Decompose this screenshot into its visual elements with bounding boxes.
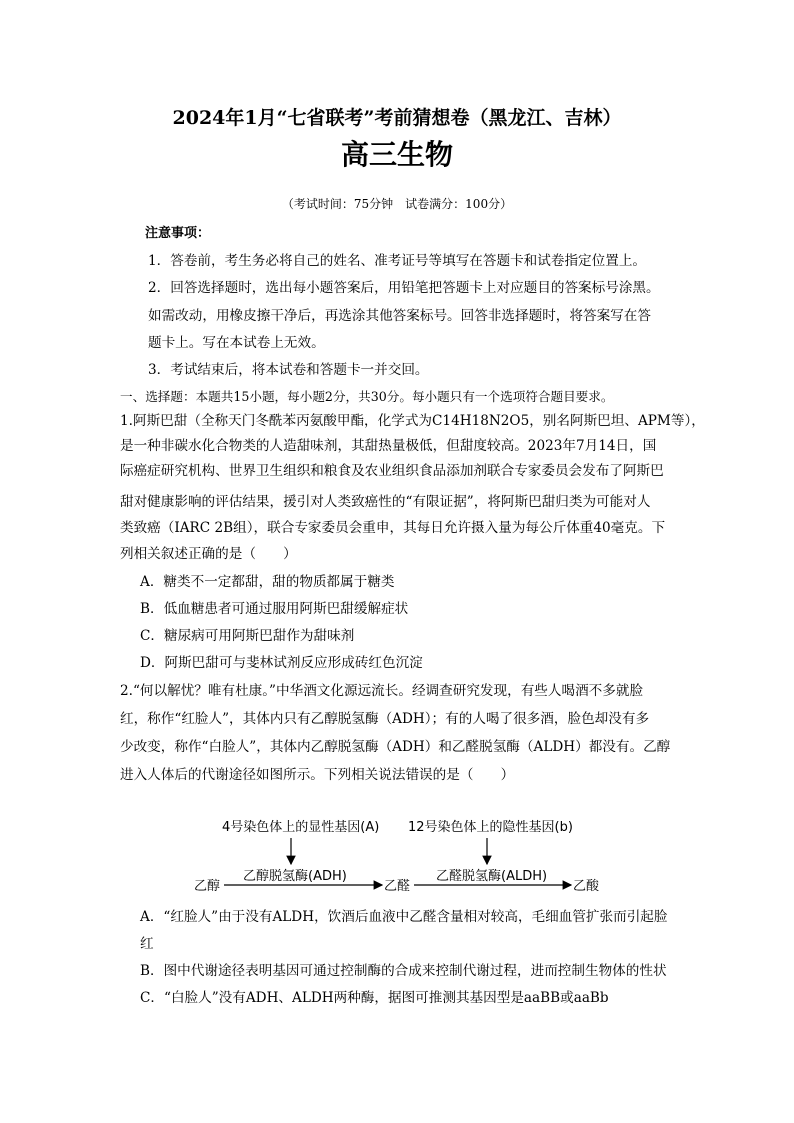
q1-line-3: 际癌症研究机构、世界卫生组织和粮食及农业组织食品添加剂联合专家委员会发布了阿斯巴	[120, 463, 664, 479]
q2-option-a-line-1: A．“红脸人”由于没有ALDH，饮酒后血液中乙醛含量相对较高，毛细血管扩张而引起脸	[140, 909, 668, 925]
q2-line-1: 2.“何以解忧？唯有杜康。”中华酒文化源远流长。经调查研究发现，有些人喝酒不多就脸	[120, 683, 644, 699]
q1-line-5: 类致癌（IARC 2B组），联合专家委员会重申，其每日允许摄入量为每公斤体重40毫克。下	[120, 520, 666, 536]
exam-title: 2024年1月“七省联考”考前猜想卷（黑龙江、吉林）	[172, 107, 622, 129]
notice-heading: 注意事项：	[145, 226, 211, 241]
q1-option-d: D．阿斯巴甜可与斐林试剂反应形成砖红色沉淀	[140, 655, 423, 671]
q1-option-b: B．低血糖患者可通过服用阿斯巴甜缓解症状	[140, 601, 409, 617]
notice-line-3: 如需改动，用橡皮擦干净后，再选涂其他答案标号。回答非选择题时，将答案写在答	[148, 308, 651, 324]
exam-info: （考试时间：75分钟 试卷满分：100分）	[281, 197, 513, 211]
notice-line-2: 2．回答选择题时，选出每小题答案后，用铅笔把答题卡上对应题目的答案标号涂黑。	[148, 280, 660, 296]
enzyme-aldh-label: 乙醛脱氢酶(ALDH)	[436, 869, 548, 884]
q1-option-a: A．糖类不一定都甜，甜的物质都属于糖类	[140, 574, 395, 590]
q2-line-2: 红，称作“红脸人”，其体内只有乙醇脱氢酶（ADH）；有的人喝了很多酒，脸色却没有多	[120, 711, 650, 727]
q2-option-a-line-2: 红	[140, 936, 154, 952]
subject-title: 高三生物	[340, 138, 453, 171]
acetic-acid-label: 乙酸	[573, 879, 600, 894]
notice-line-5: 3．考试结束后，将本试卷和答题卡一并交回。	[148, 362, 429, 378]
gene-a-label: 4号染色体上的显性基因(A)	[222, 820, 380, 835]
notice-line-1: 1．答卷前，考生务必将自己的姓名、准考证号等填写在答题卡和试卷指定位置上。	[148, 253, 647, 269]
q1-line-1: 1.阿斯巴甜（全称天门冬酰苯丙氨酸甲酯，化学式为C14H18N2O5，别名阿斯巴坦、APM等），	[120, 413, 705, 429]
enzyme-adh-label: 乙醇脱氢酶(ADH)	[243, 869, 347, 884]
notice-line-4: 题卡上。写在本试卷上无效。	[148, 335, 325, 351]
acetaldehyde-label: 乙醛	[384, 879, 411, 894]
q2-option-c: C．“白脸人”没有ADH、ALDH两种酶，据图可推测其基因型是aaBB或aaBb	[140, 990, 609, 1006]
q2-line-3: 少改变，称作“白脸人”，其体内乙醇脱氢酶（ADH）和乙醛脱氢酶（ALDH）都没有。乙醇	[120, 739, 671, 755]
q1-option-c: C．糖尿病可用阿斯巴甜作为甜味剂	[140, 628, 355, 644]
q1-line-4: 甜对健康影响的评估结果，援引对人类致癌性的“有限证据”，将阿斯巴甜归类为可能对人	[120, 494, 651, 510]
gene-b-label: 12号染色体上的隐性基因(b)	[408, 820, 573, 835]
q1-line-2: 是一种非碳水化合物类的人造甜味剂，其甜热量极低，但甜度较高。2023年7月14日，国	[120, 438, 657, 454]
q2-option-b: B．图中代谢途径表明基因可通过控制酶的合成来控制代谢过程，进而控制生物体的性状	[140, 963, 667, 979]
section-heading: 一、选择题：本题共15小题，每小题2分，共30分。每小题只有一个选项符合题目要求。	[120, 389, 614, 404]
q1-line-6: 列相关叙述正确的是（ ）	[120, 546, 297, 562]
q2-line-4: 进入人体后的代谢途径如图所示。下列相关说法错误的是（ ）	[120, 767, 515, 783]
ethanol-label: 乙醇	[194, 879, 221, 894]
